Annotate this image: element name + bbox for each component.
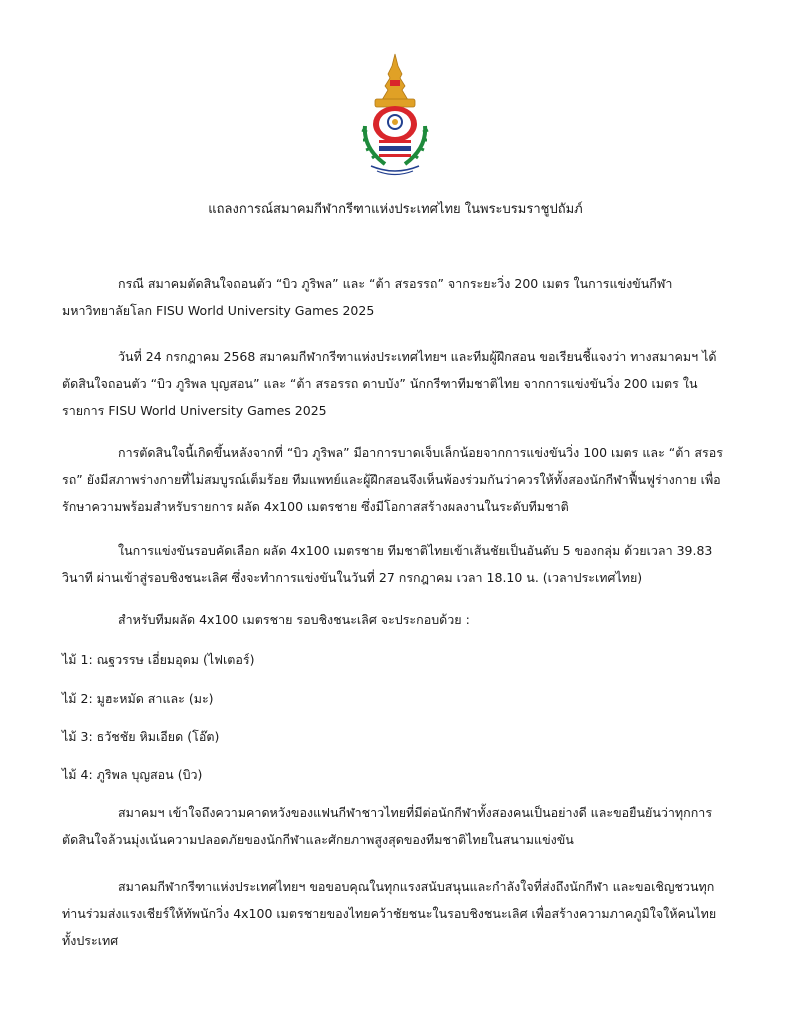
relay-leg-4: ไม้ 4: ภูริพล บุญสอน (บิว): [62, 767, 203, 782]
paragraph-withdrawal: วันที่ 24 กรกฎาคม 2568 สมาคมกีฬากรีฑาแห่งประเทศไทยฯ และทีมผู้ฝึกสอน ขอเรียนชี้แจงว่า ทางสมาคมฯ ได้ตัดสินใจถอนตัว “บิว ภูริพล บุญสอน” และ “ต้า สรอรรถ ดาบบัง” นักกรีฑาทีมชาติไทย จากการแข่งขันวิ่ง 200 เมตร ในรายการ FISU World University Games 2025: [62, 349, 717, 418]
emblem-icon: [345, 52, 445, 177]
paragraph-heat-result: ในการแข่งขันรอบคัดเลือก ผลัด 4x100 เมตรชาย ทีมชาติไทยเข้าเส้นชัยเป็นอันดับ 5 ของกลุ่ม ด้วยเวลา 39.83 วินาที ผ่านเข้าสู่รอบชิงชนะเลิศ ซึ่งจะทำการแข่งขันในวันที่ 27 กรกฎาคม เวลา 18.10 น. (เวลาประเทศไทย): [62, 543, 713, 585]
relay-leg-3: ไม้ 3: ธวัชชัย หิมเอียด (โอ๊ต): [62, 729, 220, 744]
paragraph-reason: การตัดสินใจนี้เกิดขึ้นหลังจากที่ “บิว ภูริพล” มีอาการบาดเจ็บเล็กน้อยจากการแข่งขันวิ่ง 100 เมตร และ “ต้า สรอรรถ” ยังมีสภาพร่างกายที่ไม่สมบูรณ์เต็มร้อย ทีมแพทย์และผู้ฝึกสอนจึงเห็นพ้องร่วมกันว่าควรให้ทั้งสองนักกีฬาฟื้นฟูร่างกาย เพื่อรักษาความพร้อมสำหรับรายการ ผลัด 4x100 เมตรชาย ซึ่งมีโอกาสสร้างผลงานในระดับทีมชาติ: [62, 445, 723, 514]
relay-leg-2: ไม้ 2: มูฮะหมัด สาและ (มะ): [62, 691, 214, 706]
paragraph-understanding: สมาคมฯ เข้าใจถึงความคาดหวังของแฟนกีฬาชาวไทยที่มีต่อนักกีฬาทั้งสองคนเป็นอย่างดี และขอยืนยันว่าทุกการตัดสินใจล้วนมุ่งเน้นความปลอดภัยของนักกีฬาและศักยภาพสูงสุดของทีมชาติไทยในสนามแข่งขัน: [62, 805, 713, 847]
paragraph-team-intro: สำหรับทีมผลัด 4x100 เมตรชาย รอบชิงชนะเลิศ จะประกอบด้วย :: [118, 612, 470, 627]
association-logo: [345, 52, 445, 177]
relay-leg-1: ไม้ 1: ณฐวรรษ เอี่ยมอุดม (ไฟเตอร์): [62, 652, 255, 667]
statement-title: แถลงการณ์สมาคมกีฬากรีฑาแห่งประเทศไทย ในพระบรมราชูปถัมภ์: [208, 202, 583, 217]
paragraph-intro: กรณี สมาคมตัดสินใจถอนตัว “บิว ภูริพล” และ “ต้า สรอรรถ” จากระยะวิ่ง 200 เมตร ในการแข่งขันกีฬามหาวิทยาลัยโลก FISU World University Games 2025: [62, 276, 673, 318]
paragraph-thanks: สมาคมกีฬากรีฑาแห่งประเทศไทยฯ ขอขอบคุณในทุกแรงสนับสนุนและกำลังใจที่ส่งถึงนักกีฬา และขอเชิญชวนทุกท่านร่วมส่งแรงเชียร์ให้ทัพนักวิ่ง 4x100 เมตรชายของไทยคว้าชัยชนะในรอบชิงชนะเลิศ เพื่อสร้างความภาคภูมิใจให้คนไทยทั้งประเทศ: [62, 879, 717, 948]
